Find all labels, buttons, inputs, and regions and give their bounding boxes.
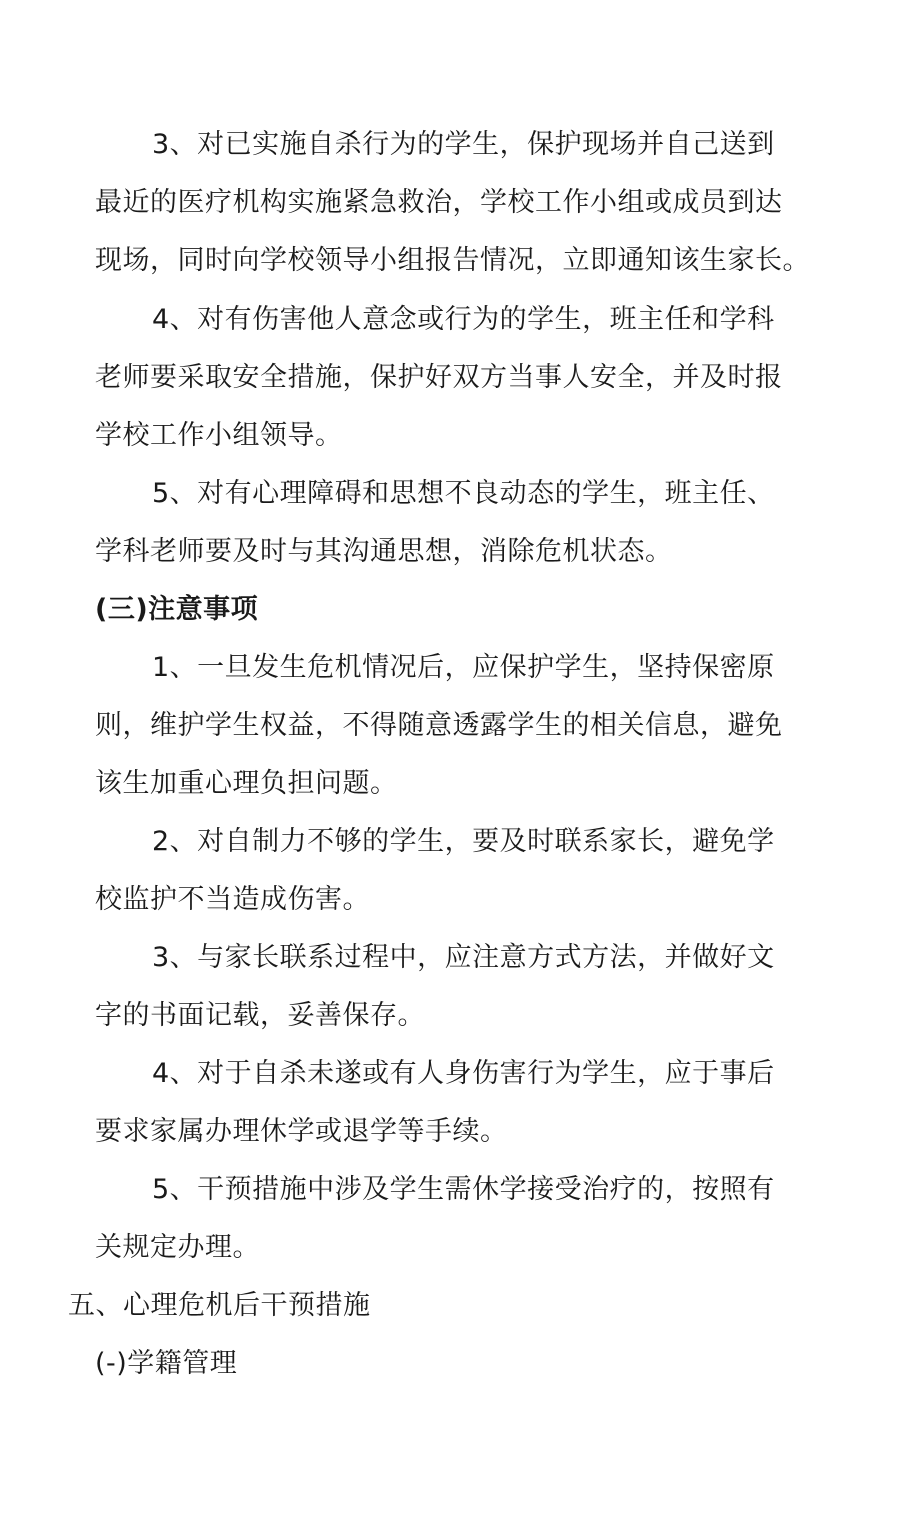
paragraph-line: 该生加重心理负担问题。 [95, 768, 398, 799]
paragraph-line: 则，维护学生权益，不得随意透露学生的相关信息，避免 [95, 710, 783, 741]
paragraph-line: 字的书面记载，妥善保存。 [95, 1000, 425, 1031]
paragraph-line: 学校工作小组领导。 [95, 420, 343, 451]
paragraph-line: 5、干预措施中涉及学生需休学接受治疗的，按照有 [152, 1174, 775, 1205]
paragraph-line: 最近的医疗机构实施紧急救治，学校工作小组或成员到达 [95, 187, 783, 218]
paragraph-line: 学科老师要及时与其沟通思想，消除危机状态。 [95, 536, 673, 567]
paragraph-line: 3、与家长联系过程中，应注意方式方法，并做好文 [152, 942, 775, 973]
chapter-heading: 五、心理危机后干预措施 [68, 1290, 371, 1321]
paragraph-line: 老师要采取安全措施，保护好双方当事人安全，并及时报 [95, 362, 783, 393]
paragraph-line: 校监护不当造成伤害。 [95, 884, 370, 915]
paragraph-line: 1、一旦发生危机情况后，应保护学生，坚持保密原 [152, 652, 775, 683]
paragraph-line: 5、对有心理障碍和思想不良动态的学生，班主任、 [152, 478, 775, 509]
paragraph-line: 现场，同时向学校领导小组报告情况，立即通知该生家长。 [95, 245, 810, 276]
paragraph-line: 3、对已实施自杀行为的学生，保护现场并自己送到 [152, 129, 775, 160]
paragraph-line: 4、对于自杀未遂或有人身伤害行为学生，应于事后 [152, 1058, 775, 1089]
paragraph-line: 2、对自制力不够的学生，要及时联系家长，避免学 [152, 826, 775, 857]
paragraph-line: 要求家属办理休学或退学等手续。 [95, 1116, 508, 1147]
paragraph-line: 关规定办理。 [95, 1232, 260, 1263]
subsection-heading: (-)学籍管理 [95, 1348, 238, 1379]
section-heading: (三)注意事项 [95, 594, 259, 625]
paragraph-line: 4、对有伤害他人意念或行为的学生，班主任和学科 [152, 304, 775, 335]
